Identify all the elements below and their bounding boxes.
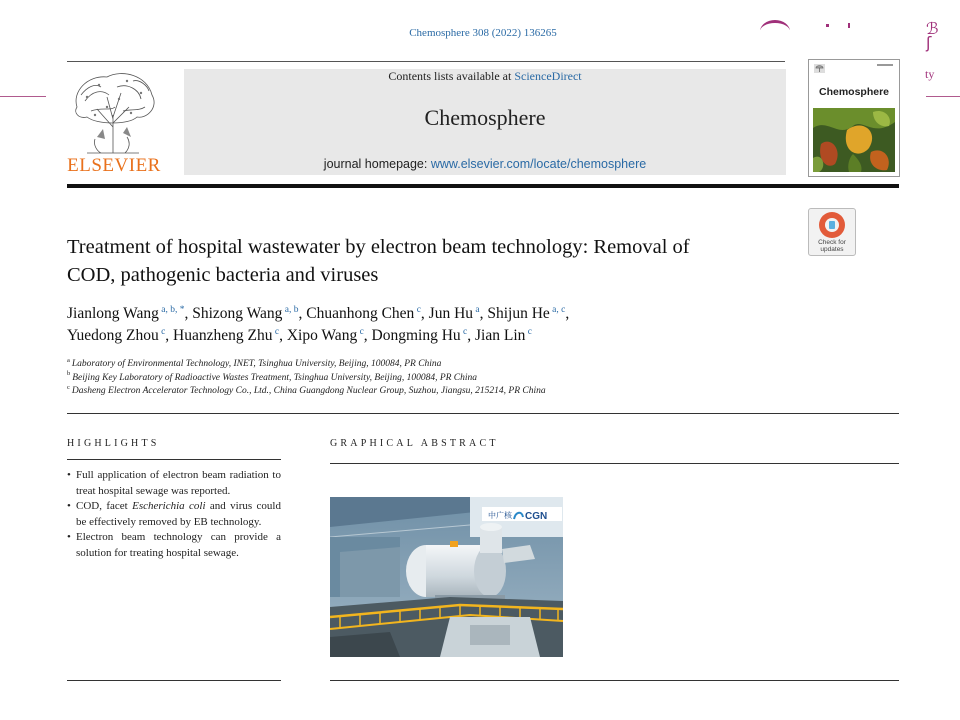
author-affiliation-marker[interactable]: c (460, 326, 468, 337)
author-name[interactable]: Jun Hu (428, 305, 474, 322)
author-name[interactable]: Shijun He (487, 305, 550, 322)
highlights-bottom-rule (67, 680, 281, 681)
author-name[interactable]: Xipo Wang (286, 327, 358, 344)
header-thick-rule (67, 184, 899, 188)
section-divider (67, 413, 899, 414)
graphical-abstract-bottom-rule (330, 680, 899, 681)
check-updates-label-2: updates (820, 246, 844, 253)
decorative-line (0, 96, 46, 97)
author-affiliation-marker[interactable]: c (414, 304, 421, 315)
author-separator: , (565, 305, 570, 322)
highlight-item: • Full application of electron beam radiation to treat hospital sewage was reported. (67, 468, 281, 499)
cover-journal-name: Chemosphere (818, 86, 890, 98)
author-affiliation-marker[interactable]: c (158, 326, 166, 337)
affiliation-item: $^b$ Beijing Key Laboratory of Radioactive Wastes Treatment, Tsinghua University, Beijing, 100084, PR China (67, 370, 478, 383)
elsevier-mini-logo-icon (814, 64, 825, 73)
highlight-item: • COD, facet Escherichia coli and virus could be effectively removed by EB technology. (67, 499, 281, 530)
highlights-list (67, 468, 281, 561)
svg-text:中广核: 中广核 (488, 511, 512, 520)
clipped-heading-decoration (756, 12, 876, 30)
author-name[interactable]: Chuanhong Chen (306, 305, 415, 322)
article-title: Treatment of hospital wastewater by electron beam technology: Removal of COD, pathogenic bacteria and viruses (67, 236, 690, 286)
author-separator: , (165, 327, 174, 344)
cover-leaves-image (813, 108, 895, 172)
author-affiliation-marker[interactable]: c (525, 326, 532, 337)
author-name[interactable]: Dongming Hu (371, 327, 461, 344)
author-name[interactable]: Jianlong Wang (67, 305, 159, 322)
graphical-abstract-heading: GRAPHICAL ABSTRACT (330, 438, 499, 449)
author-affiliation-marker[interactable]: c (357, 326, 364, 337)
header-top-rule (67, 61, 785, 62)
side-text-fragment: ty (925, 67, 935, 81)
author-separator: , (363, 327, 372, 344)
author-separator: , (298, 305, 307, 322)
author-name[interactable]: Shizong Wang (192, 305, 283, 322)
decorative-line (926, 96, 960, 97)
highlights-rule (67, 459, 281, 460)
journal-homepage-link[interactable]: www.elsevier.com/locate/chemosphere (430, 157, 647, 171)
author-affiliation-marker[interactable]: a, b (282, 304, 299, 315)
graphical-abstract-rule (330, 463, 899, 464)
affiliation-item: $^c$ Dasheng Electron Accelerator Technology Co., Ltd., China Guangdong Nuclear Group, Suzhou, Jiangsu, 215214, PR China (67, 383, 546, 396)
author-separator: , (479, 305, 488, 322)
author-affiliation-marker[interactable]: a, b, * (158, 304, 185, 315)
svg-text:CGN: CGN (525, 511, 548, 522)
elsevier-tree-logo-icon (67, 67, 160, 155)
author-name[interactable]: Yuedong Zhou (67, 327, 159, 344)
publisher-logo-text[interactable]: ELSEVIER (67, 155, 161, 176)
cover-fine-print (877, 64, 893, 66)
author-separator: , (279, 327, 287, 344)
author-separator: , (184, 305, 193, 322)
author-separator: , (420, 305, 429, 322)
author-separator: , (467, 327, 476, 344)
author-affiliation-marker[interactable]: a, c (549, 304, 566, 315)
journal-title: Chemosphere (424, 105, 546, 130)
journal-cover-thumbnail[interactable] (808, 59, 900, 177)
affiliation-item: $^a$ Laboratory of Environmental Technology, INET, Tsinghua University, Beijing, 100084, PR China (67, 356, 442, 369)
electron-beam-facility-photo (330, 497, 563, 657)
check-for-updates-button[interactable] (808, 208, 856, 256)
author-affiliation-marker[interactable]: a (473, 304, 480, 315)
author-name[interactable]: Huanzheng Zhu (173, 327, 273, 344)
author-name[interactable]: Jian Lin (475, 327, 526, 344)
highlight-item: • Electron beam technology can provide a solution for treating hospital sewage. (67, 530, 281, 561)
journal-citation[interactable]: Chemosphere 308 (2022) 136265 (409, 27, 557, 39)
graphical-abstract-image[interactable] (330, 497, 563, 657)
contents-line: Contents lists available at ScienceDirect (388, 69, 582, 83)
affiliation-list (67, 358, 807, 399)
check-updates-icon (819, 212, 845, 238)
author-list (67, 303, 807, 347)
journal-homepage-line: journal homepage: www.elsevier.com/locate/chemosphere (323, 157, 647, 171)
author-affiliation-marker[interactable]: c (272, 326, 280, 337)
check-updates-label-1: Check for (818, 239, 846, 246)
sciencedirect-link[interactable]: ScienceDirect (514, 69, 582, 83)
highlights-heading: HIGHLIGHTS (67, 438, 160, 449)
decorative-glyph-icon: ℬ ʃ (926, 19, 939, 52)
